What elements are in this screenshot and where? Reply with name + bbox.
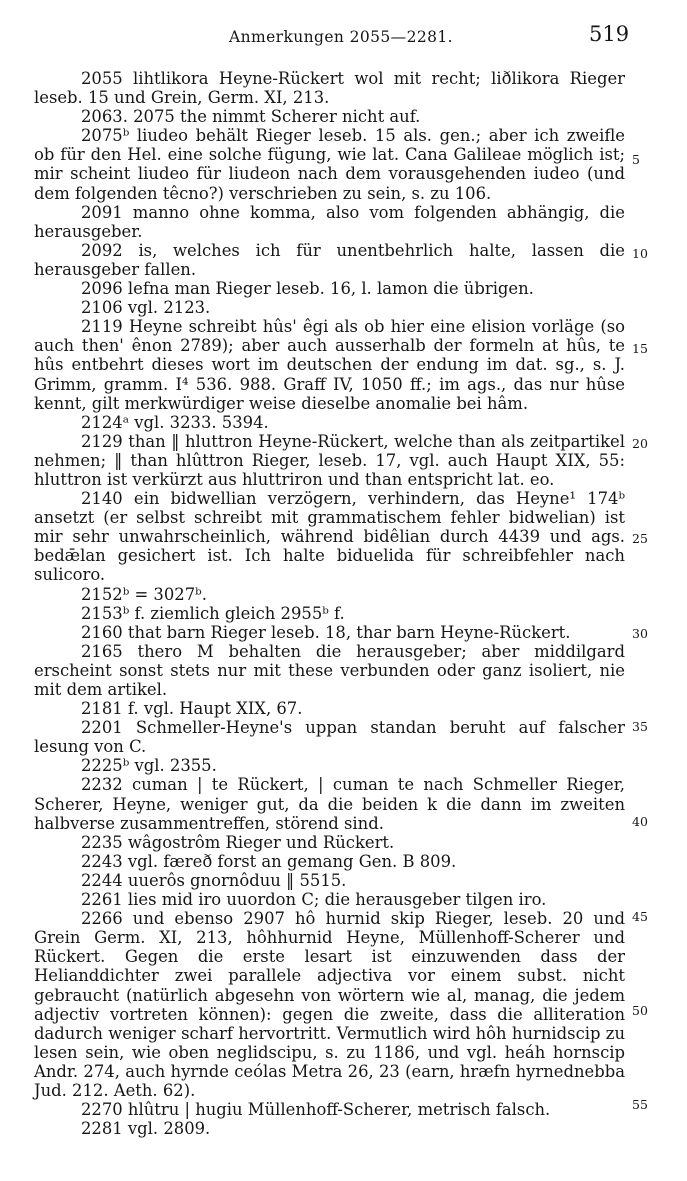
note-2075b: 2075ᵇ liudeo behält Rieger leseb. 15 als. gen.; aber ich zweifle ob für den Hel. eine solche fügung, wie lat. Cana Galileae möglich ist; mir scheint liudeo für liudeon nach dem vorausgehenden iudeo (und dem folgenden têcno?) verschrieben zu sein, s. zu 106.: [34, 126, 625, 203]
line-number: 45: [632, 909, 648, 924]
line-number: 25: [632, 531, 648, 546]
note-2232: 2232 cuman | te Rückert, | cuman te nach Schmeller Rieger, Scherer, Heyne, weniger gut, da die beiden k die dann im zweiten halbverse zusammentreffen, störend sind.: [34, 775, 625, 833]
note-2140: 2140 ein bidwellian verzögern, verhindern, das Heyne¹ 174ᵇ ansetzt (er selbst schreibt mit grammatischem fehler bidwelian) ist mir sehr unwahrscheinlich, während bidêlian durch 4439 und ags. bedǣlan gesichert ist. Ich halte biduelida für schreibfehler nach sulicoro.: [34, 489, 625, 585]
note-2160: 2160 that barn Rieger leseb. 18, thar barn Heyne-Rückert.: [81, 622, 571, 642]
note-2106: 2106 vgl. 2123.: [81, 298, 211, 318]
note-2270: 2270 hlûtru | hugiu Müllenhoff-Scherer, metrisch falsch.: [81, 1100, 551, 1120]
note-2201: 2201 Schmeller-Heyne's uppan standan beruht auf falscher lesung von C.: [34, 718, 625, 757]
line-number: 10: [632, 246, 648, 261]
note-2165: 2165 thero M behalten die herausgeber; aber middilgard erscheint sonst stets nur mit these verbunden oder ganz isoliert, nie mit dem artikel.: [34, 641, 625, 699]
notes-body: [34, 69, 625, 1138]
note-2235: 2235 wâgostrôm Rieger und Rückert.: [81, 832, 395, 852]
note-2124a: 2124ᵃ vgl. 3233. 5394.: [81, 412, 269, 432]
line-number: 40: [632, 814, 648, 829]
line-number: 15: [632, 341, 648, 356]
line-number: 50: [632, 1003, 648, 1018]
note-2055: 2055 lihtlikora Heyne-Rückert wol mit recht; liðlikora Rieger leseb. 15 und Grein, Germ. XI, 213.: [34, 69, 625, 108]
note-2092: 2092 is, welches ich für unentbehrlich halte, lassen die herausgeber fallen.: [34, 240, 625, 279]
note-2225b: 2225ᵇ vgl. 2355.: [81, 756, 217, 776]
note-2096: 2096 lefna man Rieger leseb. 16, l. lamon die übrigen.: [81, 279, 534, 299]
header-title: Anmerkungen 2055—2281.: [229, 28, 453, 46]
note-2261: 2261 lies mid iro uuordon C; die herausgeber tilgen iro.: [81, 890, 547, 910]
note-2181: 2181 f. vgl. Haupt XIX, 67.: [81, 699, 303, 719]
note-2243: 2243 vgl. færeð forst an gemang Gen. B 809.: [81, 851, 457, 871]
note-2281: 2281 vgl. 2809.: [81, 1119, 211, 1139]
line-number: 35: [632, 719, 648, 734]
note-2153b: 2153ᵇ f. ziemlich gleich 2955ᵇ f.: [81, 603, 345, 623]
note-2119: 2119 Heyne schreibt hûs' êgi als ob hier eine elision vorläge (so auch then' ênon 2789); aber auch ausserhalb der formeln at hûs, te hûs entbehrt dieses wort im deutschen der endung im dat. sg., s. J. Grimm, gramm. I⁴ 536. 988. Graff IV, 1050 ff.; im ags., das nur hûse kennt, gilt merkwürdiger weise dieselbe anomalie bei hâm.: [34, 317, 625, 413]
page-number: 519: [589, 22, 630, 46]
line-number: 5: [632, 152, 640, 167]
line-number: 55: [632, 1097, 648, 1112]
note-2063: 2063. 2075 the nimmt Scherer nicht auf.: [81, 107, 421, 127]
line-number: 20: [632, 436, 648, 451]
note-2266: 2266 und ebenso 2907 hô hurnid skip Rieger, leseb. 20 und Grein Germ. XI, 213, hôhhurnid Heyne, Müllenhoff-Scherer und Rückert. Gegen die erste lesart ist einzuwenden dass der Helianddichter zwei parallele adjectiva vor einem subst. nicht gebraucht (natürlich abgesehn von wörtern wie al, manag, die jedem adjectiv vortreten können): gegen die zweite, dass die alliteration dadurch weniger scharf hervortritt. Vermutlich wird hôh hurnidscip zu lesen sein, wie oben neglidscipu, s. zu 1186, und vgl. heáh hornscip Andr. 274, auch hyrnde ceólas Metra 26, 23 (earn, hræfn hyrnednebba Jud. 212. Aeth. 62).: [34, 909, 625, 1100]
running-header: [0, 20, 687, 50]
note-2091: 2091 manno ohne komma, also vom folgenden abhängig, die herausgeber.: [34, 202, 625, 241]
note-2152b: 2152ᵇ = 3027ᵇ.: [81, 584, 207, 604]
line-number: 30: [632, 626, 648, 641]
note-2129: 2129 than ‖ hluttron Heyne-Rückert, welche than als zeitpartikel nehmen; ‖ than hlûttron Rieger, leseb. 17, vgl. auch Haupt XIX, 55: hluttron ist verkürzt aus hluttriron und than entspricht lat. eo.: [34, 431, 625, 489]
note-2244: 2244 uuerôs gnornôduu ‖ 5515.: [81, 870, 347, 890]
